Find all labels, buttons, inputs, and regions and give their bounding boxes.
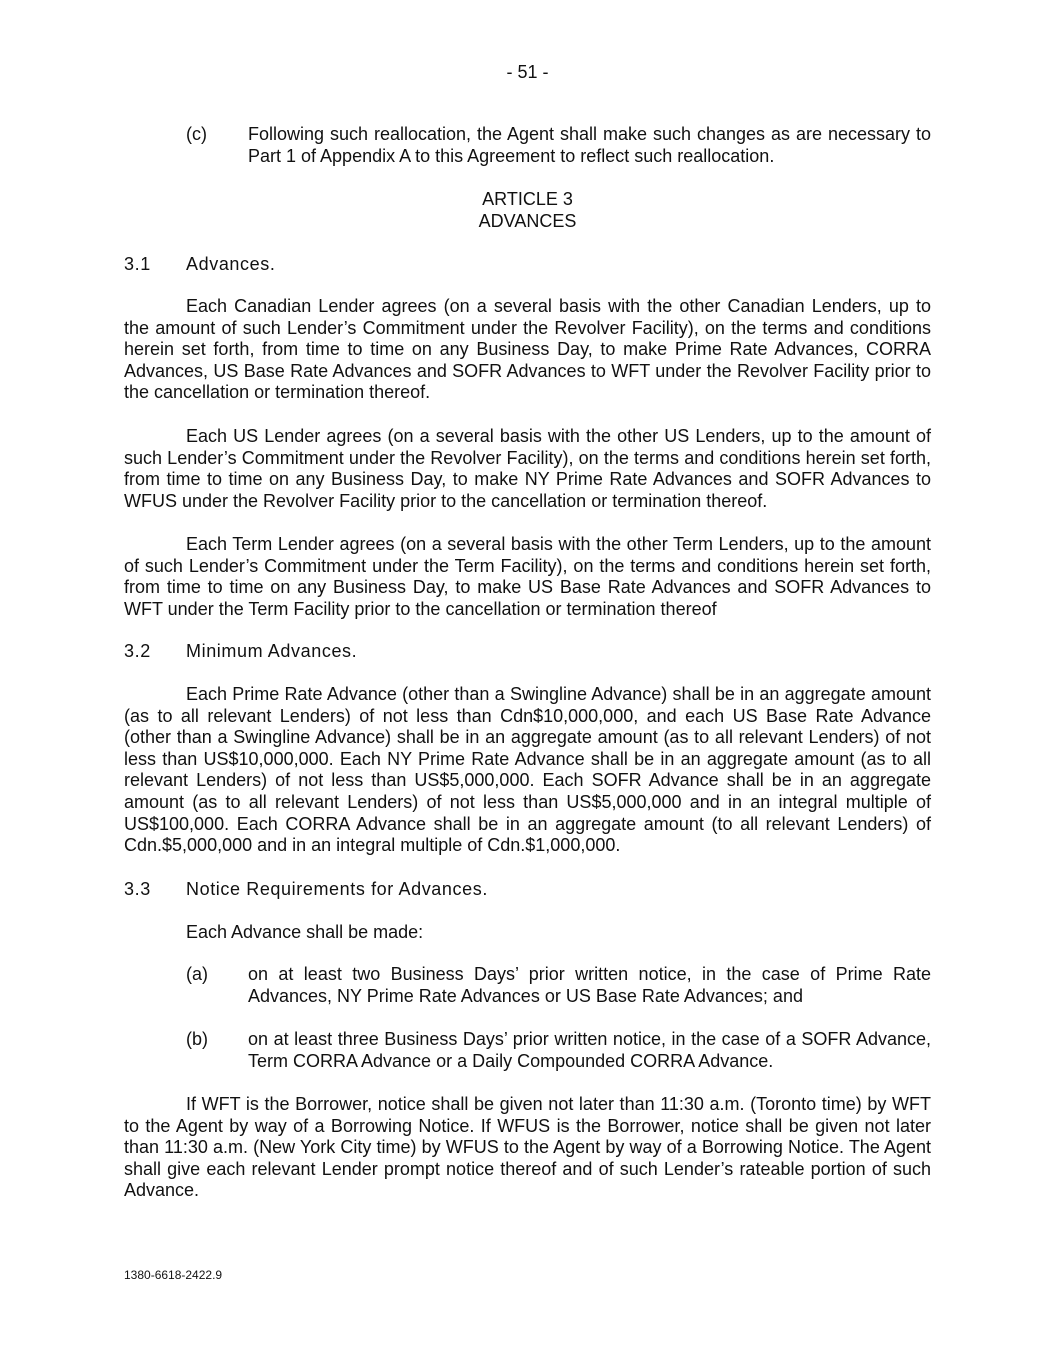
- paragraph-term-lender: Each Term Lender agrees (on a several basis with the other Term Lenders, up to the amount of such Lender’s Commitment under the Term Facility), on the terms and conditions herein set forth, from time to time on any Business Day, to make US Base Rate Advances and SOFR Advances to WFT under the Term Facility prior to the cancellation or termination thereof: [124, 534, 931, 619]
- section-number: 3.3: [124, 879, 151, 899]
- item-label: (b): [186, 1029, 208, 1049]
- paragraph-notice-closing: If WFT is the Borrower, notice shall be given not later than 11:30 a.m. (Toronto time) by WFT to the Agent by way of a Borrowing Notice. If WFUS is the Borrower, notice shall be given not later than 11:30 a.m. (New York City time) by WFUS to the Agent by way of a Borrowing Notice. The Agent shall give each relevant Lender prompt notice thereof and of such Lender’s rateable portion of such Advance.: [124, 1094, 931, 1201]
- item-label: (c): [186, 124, 207, 144]
- section-title: Minimum Advances.: [186, 641, 358, 661]
- section-heading-3-1: [124, 254, 931, 276]
- section-heading-3-2: [124, 641, 931, 663]
- section-number: 3.1: [124, 254, 151, 274]
- paragraph-intro: Each Advance shall be made:: [186, 922, 424, 942]
- section-title: Advances.: [186, 254, 276, 274]
- article-number: ARTICLE 3: [482, 189, 573, 209]
- item-text: on at least two Business Days’ prior written notice, in the case of Prime Rate Advances, NY Prime Rate Advances or US Base Rate Advances; and: [248, 964, 931, 1006]
- paragraph-us-lender: Each US Lender agrees (on a several basis with the other US Lenders, up to the amount of such Lender’s Commitment under the Revolver Facility), on the terms and conditions herein set forth, from time to time on any Business Day, to make NY Prime Rate Advances and SOFR Advances to WFUS under the Revolver Facility prior to the cancellation or termination thereof.: [124, 426, 931, 511]
- list-item-b: [186, 1029, 931, 1072]
- item-text: Following such reallocation, the Agent shall make such changes as are necessary to Part 1 of Appendix A to this Agreement to reflect such reallocation.: [248, 124, 931, 166]
- item-text: on at least three Business Days’ prior written notice, in the case of a SOFR Advance, Term CORRA Advance or a Daily Compounded CORRA Advance.: [248, 1029, 931, 1071]
- section-title: Notice Requirements for Advances.: [186, 879, 488, 899]
- section-number: 3.2: [124, 641, 151, 661]
- document-footer-code: 1380-6618-2422.9: [124, 1268, 223, 1282]
- list-item-a: [186, 964, 931, 1007]
- page-number: - 51 -: [506, 62, 549, 82]
- paragraph-canadian-lender: Each Canadian Lender agrees (on a several basis with the other Canadian Lenders, up to the amount of such Lender’s Commitment under the Revolver Facility), on the terms and conditions herein set forth, from time to time on any Business Day, to make Prime Rate Advances, CORRA Advances, US Base Rate Advances and SOFR Advances to WFT under the Revolver Facility prior to the cancellation or termination thereof.: [124, 296, 931, 403]
- article-title: ADVANCES: [478, 211, 577, 231]
- section-heading-3-3: [124, 879, 931, 901]
- paragraph-minimum-advances: Each Prime Rate Advance (other than a Swingline Advance) shall be in an aggregate amount (as to all relevant Lenders) of not less than Cdn$10,000,000, and each US Base Rate Advance (other than a Swingline Advance) shall be in an aggregate amount (as to all relevant Lenders) of not less than US$10,000,000. Each NY Prime Rate Advance shall be in an aggregate amount (as to all relevant Lenders) of not less than US$5,000,000. Each SOFR Advance shall be in an aggregate amount (as to all relevant Lenders) of not less than US$5,000,000 and in an integral multiple of US$100,000. Each CORRA Advance shall be in an aggregate amount (to all relevant Lenders) of Cdn.$5,000,000 and in an integral multiple of Cdn.$1,000,000.: [124, 684, 931, 856]
- list-item-c: [186, 124, 931, 167]
- item-label: (a): [186, 964, 208, 984]
